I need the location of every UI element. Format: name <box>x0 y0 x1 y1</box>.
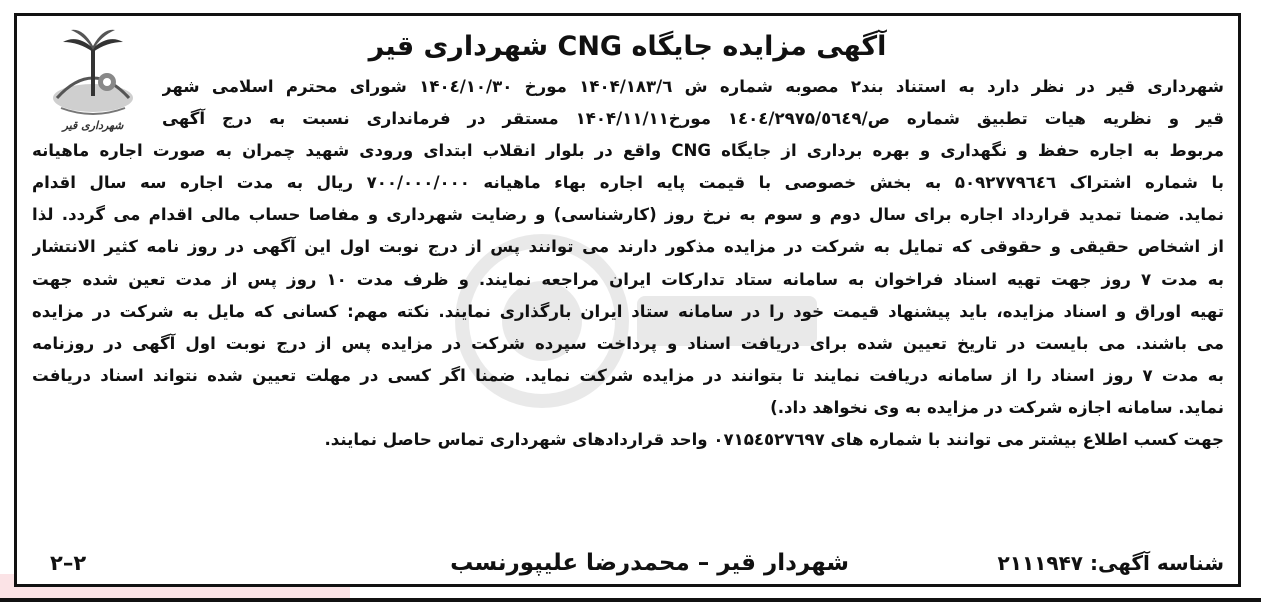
bottom-rule <box>0 598 1261 602</box>
notice-line: نماید. سامانه اجازه شرکت در مزایده به وی نخواهد داد.) <box>770 397 1224 417</box>
notice-frame <box>14 13 1241 587</box>
notice-line: به مدت ۷ روز جهت تهیه اسناد فراخوان به سامانه ستاد تدارکات ایران مراجعه نمایند. و ظرف مدت ۱۰ روز پس از مدت تعین شده جهت <box>32 269 1224 289</box>
notice-line: با شماره اشتراک ۵۰۹۲۷۷۹٦٤٦ به بخش خصوصی با قیمت پایه اجاره بهاء ماهیانه ۷۰۰/۰۰۰/۰۰۰ ریال به مدت اجاره سه سال اقدام <box>32 173 1224 193</box>
notice-line: مربوط به اجاره حفظ و نگهداری و بهره برداری از جایگاه CNG واقع در بلوار انقلاب ابتدای ورودی شهید چمران به صورت اجاره ماهیانه <box>32 141 1224 161</box>
notice-line: از اشخاص حقیقی و حقوقی که تمایل به شرکت در مزایده مذکور دارند می توانند پس از درج نوبت اول این آگهی در روز نامه کثیر الانتشار <box>32 237 1224 257</box>
notice-footer <box>32 546 1224 580</box>
notice-id: شناسه آگهی: ۲۱۱۱۹۴۷ <box>997 551 1224 575</box>
notice-title: آگهی مزایده جایگاه CNG شهرداری قیر <box>368 31 887 62</box>
mayor-signature: شهردار قیر – محمدرضا علیپورنسب <box>450 550 849 576</box>
notice-line: می باشند. می بایست در تاریخ تعیین شده برای دریافت اسناد و پرداخت سپرده شرکت در مزایده پس از درج نوبت اول آگهی در روزنامه <box>32 333 1224 353</box>
notice-line: به مدت ۷ روز اسناد را از سامانه دریافت نمایند تا بتوانند در مزایده شرکت نماید. ضمنا اگر کسی در مهلت تعیین شده نتواند اسناد دریافت <box>32 365 1224 385</box>
notice-line: نماید. ضمنا تمدید قرارداد اجاره برای سال دوم و سوم به نرخ روز (کارشناسی) و رضایت شهرداری و مفاصا حساب مالی اقدام می گردد. لذا <box>32 205 1224 225</box>
notice-code: ۲–۲ <box>50 551 87 575</box>
notice-line: قیر و نظریه هیات تطبیق شماره ص/۱٤۰٤/۲۹۷۵/٥٦٤۹ مورخ۱۴۰۴/۱۱/۱۱ مستقر در فرمانداری نسبت به درج آگهی <box>162 109 1224 129</box>
notice-line: تهیه اوراق و اسناد مزایده، باید پیشنهاد قیمت خود را در سامانه ستاد ایران بارگذاری نمایند. نکته مهم: کسانی که مایل به شرکت در مزایده <box>32 301 1224 321</box>
logo-caption: شهرداری قیر <box>62 119 124 132</box>
notice-body <box>32 71 1224 456</box>
notice-line: جهت کسب اطلاع بیشتر می توانند با شماره های ۰۷۱۵٤٥۲۷٦۹۷ واحد قراردادهای شهرداری تماس حاصل نمایند. <box>324 430 1224 450</box>
notice-line: شهرداری قیر در نظر دارد به استناد بند۲ مصوبه شماره ش ۱۴۰۴/۱۸۳/٦ مورخ ۱۴۰٤/۱۰/۳۰ شورای محترم اسلامی شهر <box>162 77 1224 96</box>
